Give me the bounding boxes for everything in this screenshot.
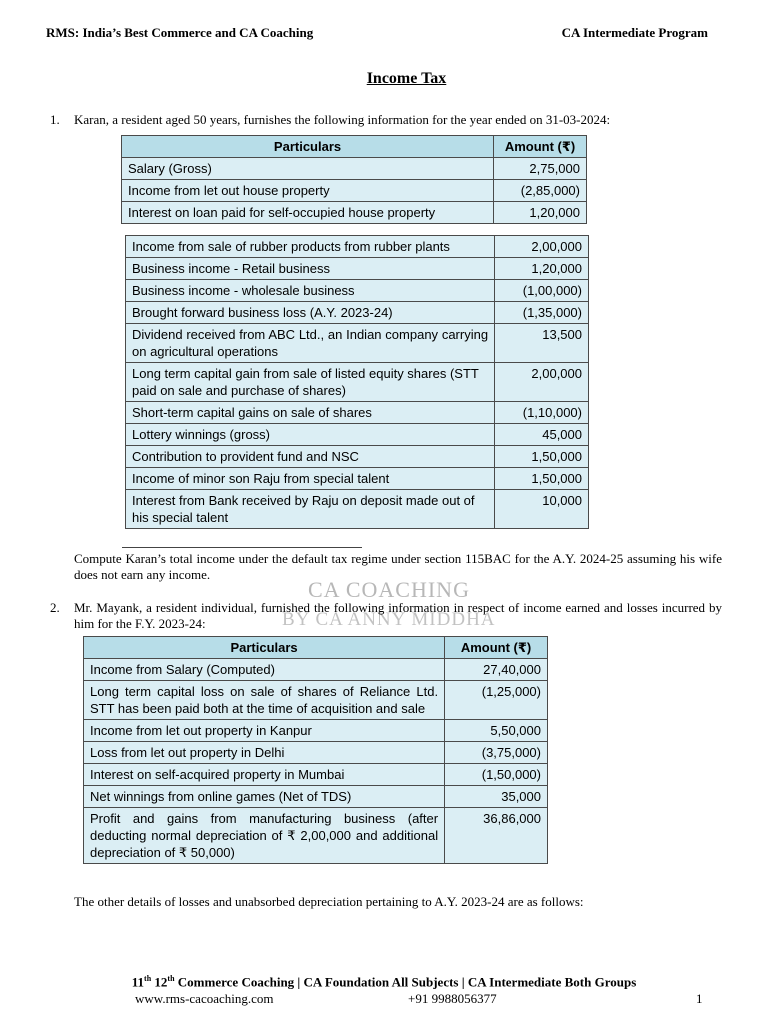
amount-cell: 36,86,000 [445,808,548,864]
q1-table-b [125,235,589,529]
table-row [126,302,589,324]
q2-number: 2. [50,600,60,615]
footer-superscript: th [167,974,175,983]
amount-cell: 10,000 [495,490,589,529]
particulars-cell: Income from let out house property [122,180,494,202]
table-row [126,280,589,302]
table-row [126,446,589,468]
table-row [122,202,587,224]
particulars-cell: Business income - Retail business [126,258,495,280]
table-header-row [122,136,587,158]
table-row [126,468,589,490]
table-row [84,742,548,764]
table-row [126,402,589,424]
particulars-cell: Long term capital loss on sale of shares of Reliance Ltd. STT has been paid both at the time of acquisition and sale [84,681,445,720]
particulars-cell: Net winnings from online games (Net of TDS) [84,786,445,808]
particulars-cell: Income from let out property in Kanpur [84,720,445,742]
q2-table [83,636,548,864]
amount-cell: 2,00,000 [495,363,589,402]
table-header-row [84,637,548,659]
amount-cell: 2,75,000 [494,158,587,180]
amount-cell: 1,50,000 [495,468,589,490]
table-row [122,180,587,202]
amount-cell: 35,000 [445,786,548,808]
particulars-cell: Dividend received from ABC Ltd., an Indian company carrying on agricultural operations [126,324,495,363]
amount-cell: 1,20,000 [495,258,589,280]
divider [122,547,362,548]
particulars-cell: Short-term capital gains on sale of shares [126,402,495,424]
watermark-line1: CA COACHING [308,577,470,602]
table-row [126,363,589,402]
q2-closing: The other details of losses and unabsorbed depreciation pertaining to A.Y. 2023-24 are as follows: [74,894,584,909]
footer-website[interactable]: www.rms-cacoaching.com [135,991,274,1006]
page-title: Income Tax [366,70,447,87]
footer-superscript: th [144,974,152,983]
particulars-cell: Interest from Bank received by Raju on deposit made out of his special talent [126,490,495,529]
table-row [122,158,587,180]
particulars-cell: Long term capital gain from sale of listed equity shares (STT paid on sale and purchase of shares) [126,363,495,402]
amount-cell: (3,75,000) [445,742,548,764]
particulars-cell: Loss from let out property in Delhi [84,742,445,764]
footer-phone: +91 9988056377 [408,991,497,1006]
table-row [84,681,548,720]
particulars-cell: Interest on loan paid for self-occupied house property [122,202,494,224]
q1-intro: Karan, a resident aged 50 years, furnishes the following information for the year ended on 31-03-2024: [74,112,611,127]
table-row [84,659,548,681]
amount-cell: (1,00,000) [495,280,589,302]
table-row [126,258,589,280]
column-header: Particulars [84,637,445,659]
particulars-cell: Income from sale of rubber products from rubber plants [126,236,495,258]
amount-cell: (1,10,000) [495,402,589,424]
amount-cell: 5,50,000 [445,720,548,742]
amount-cell: 45,000 [495,424,589,446]
amount-cell: (1,35,000) [495,302,589,324]
table-row [84,786,548,808]
column-header: Amount (₹) [494,136,587,158]
particulars-cell: Interest on self-acquired property in Mumbai [84,764,445,786]
amount-cell: 1,20,000 [494,202,587,224]
footer-tagline [0,974,768,990]
particulars-cell: Salary (Gross) [122,158,494,180]
amount-cell: 1,50,000 [495,446,589,468]
q1-table-a [121,135,587,224]
table-row [84,764,548,786]
header-right: CA Intermediate Program [561,25,708,40]
q1-closing: Compute Karan’s total income under the default tax regime under section 115BAC for the A.Y. 2024-25 assuming his wife does not earn any income. [74,551,722,582]
table-row [126,236,589,258]
amount-cell: 2,00,000 [495,236,589,258]
table-row [126,424,589,446]
particulars-cell: Contribution to provident fund and NSC [126,446,495,468]
particulars-cell: Profit and gains from manufacturing business (after deducting normal depreciation of ₹ 2,00,000 and additional depreciation of ₹ 50,000) [84,808,445,864]
footer-tagline-part: 11 [131,974,145,990]
footer-tagline-part: Commerce Coaching | CA Foundation All Subjects | CA Intermediate Both Groups [174,974,637,990]
table-row [126,324,589,363]
table-row [84,720,548,742]
amount-cell: (1,50,000) [445,764,548,786]
particulars-cell: Income from Salary (Computed) [84,659,445,681]
footer-tagline-part: 12 [151,974,168,990]
page-number: 1 [696,991,703,1006]
particulars-cell: Lottery winnings (gross) [126,424,495,446]
particulars-cell: Brought forward business loss (A.Y. 2023-24) [126,302,495,324]
watermark-line2: BY CA ANNY MIDDHA [282,609,496,630]
table-row [84,808,548,864]
table-row [126,490,589,529]
amount-cell: (1,25,000) [445,681,548,720]
particulars-cell: Income of minor son Raju from special talent [126,468,495,490]
particulars-cell: Business income - wholesale business [126,280,495,302]
column-header: Amount (₹) [445,637,548,659]
q1-number: 1. [50,112,60,127]
amount-cell: 27,40,000 [445,659,548,681]
column-header: Particulars [122,136,494,158]
q2-intro: Mr. Mayank, a resident individual, furnished the following information in respect of income earned and losses incurred by him for the F.Y. 2023-24: [74,600,722,631]
amount-cell: (2,85,000) [494,180,587,202]
amount-cell: 13,500 [495,324,589,363]
header-left: RMS: India’s Best Commerce and CA Coaching [46,25,314,40]
